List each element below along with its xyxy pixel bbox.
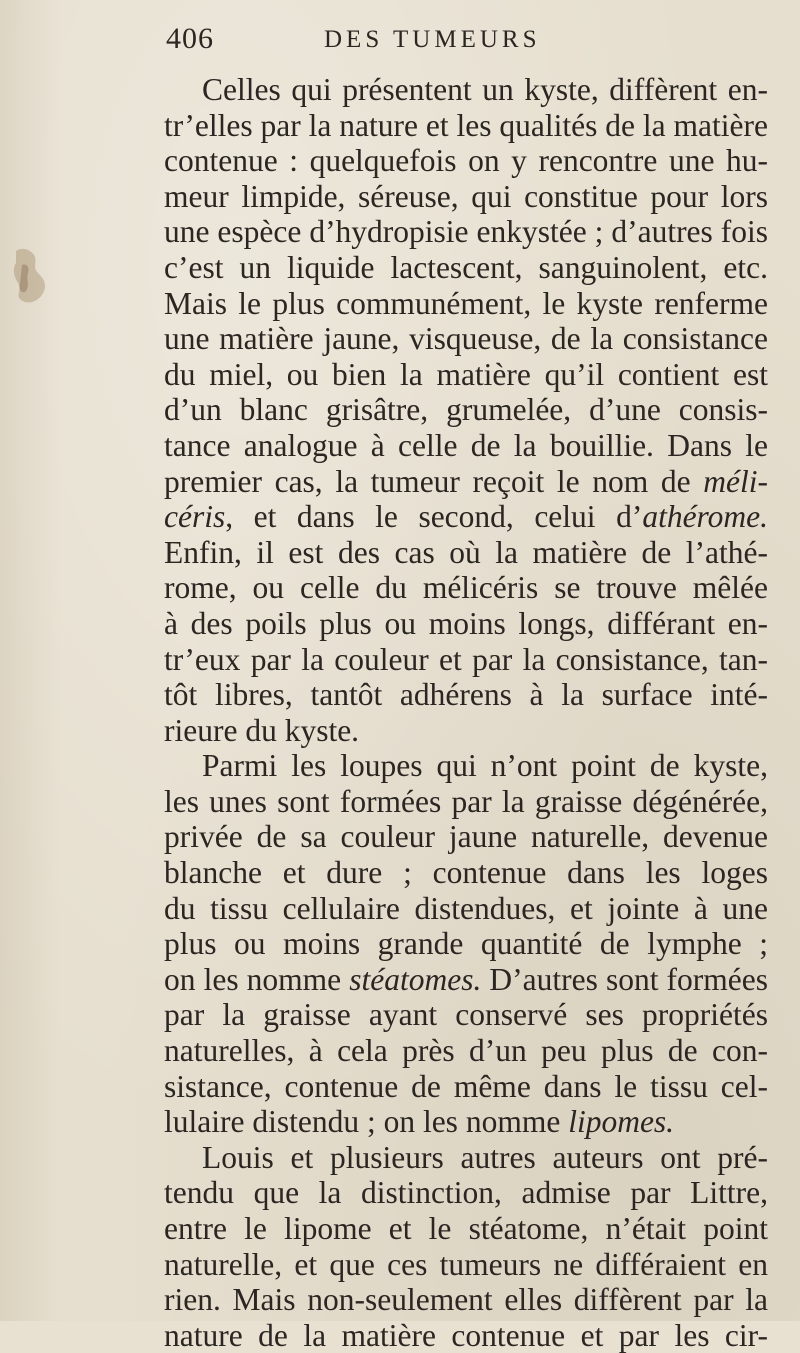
- text-segment: , et dans le second, celui d’: [225, 499, 643, 535]
- text-segment: tr’elles par la nature et les qualités de la matière: [164, 107, 768, 143]
- text-line: [164, 1140, 768, 1176]
- text-segment: privée de sa couleur jaune naturelle, devenue: [164, 819, 768, 855]
- text-segment: contenue : quelquefois on y rencontre une hu-: [164, 143, 768, 179]
- text-segment: Parmi les loupes qui n’ont point de kyste,: [202, 748, 768, 784]
- text-line: [164, 392, 768, 428]
- text-segment: du miel, ou bien la matière qu’il contient est: [164, 356, 768, 392]
- text-segment: sistance, contenue de même dans le tissu cel-: [164, 1068, 768, 1104]
- text-segment: naturelles, à cela près d’un peu plus de con-: [164, 1033, 768, 1069]
- text-line: [164, 250, 768, 286]
- page-number: 406: [166, 22, 214, 55]
- italic-term: méli-: [703, 463, 768, 499]
- text-line: [164, 214, 768, 250]
- text-segment: tôt libres, tantôt adhérens à la surface inté-: [164, 677, 768, 713]
- text-line: [164, 1175, 768, 1211]
- text-segment: les unes sont formées par la graisse dégénérée,: [164, 783, 768, 819]
- margin-stain-icon: [8, 245, 60, 309]
- text-line: [164, 713, 768, 749]
- text-line: [164, 535, 768, 571]
- text-line: [164, 997, 768, 1033]
- text-line: [164, 1033, 768, 1069]
- text-line: [164, 784, 768, 820]
- text-line: [164, 748, 768, 784]
- text-segment: entre le lipome et le stéatome, n’était point: [164, 1211, 768, 1246]
- text-segment: blanche et dure ; contenue dans les loges: [164, 855, 768, 891]
- text-line: [164, 72, 768, 108]
- text-segment: on les nomme: [164, 961, 350, 997]
- text-line: [164, 143, 768, 179]
- text-line: [164, 1069, 768, 1105]
- text-segment: par la graisse ayant conservé ses propriétés: [164, 997, 768, 1033]
- text-line: [164, 962, 768, 998]
- text-line: [164, 1104, 768, 1140]
- text-segment: tance analogue à celle de la bouillie. Dans le: [164, 427, 768, 463]
- text-line: [164, 1318, 768, 1353]
- text-line: [164, 606, 768, 642]
- text-line: [164, 1247, 768, 1283]
- italic-term: lipomes.: [568, 1104, 675, 1140]
- text-segment: une matière jaune, visqueuse, de la consistance: [164, 321, 768, 357]
- text-line: [164, 357, 768, 393]
- text-line: [164, 677, 768, 713]
- text-segment: rome, ou celle du mélicéris se trouve mêlée: [164, 570, 768, 606]
- text-line: [164, 855, 768, 891]
- text-line: [164, 286, 768, 322]
- text-segment: à des poils plus ou moins longs, différant en-: [164, 605, 768, 641]
- text-segment: tr’eux par la couleur et par la consistance, tan-: [164, 641, 768, 677]
- text-line: [164, 499, 768, 535]
- page-edge-shading: [0, 0, 60, 1321]
- text-segment: rieure du kyste.: [164, 712, 360, 748]
- text-segment: lulaire distendu ; on les nomme: [164, 1104, 569, 1140]
- text-line: [164, 108, 768, 144]
- text-segment: rien. Mais non-seulement elles diffèrent par la: [164, 1282, 768, 1318]
- text-line: [164, 570, 768, 606]
- text-line: [164, 464, 768, 500]
- text-line: [164, 819, 768, 855]
- text-line: [164, 428, 768, 464]
- text-segment: d’un blanc grisâtre, grumelée, d’une consis-: [164, 392, 768, 428]
- text-line: [164, 179, 768, 215]
- text-line: [164, 321, 768, 357]
- italic-term: stéatomes.: [349, 961, 482, 997]
- italic-term: céris: [164, 499, 226, 535]
- text-segment: Mais le plus communément, le kyste renferme: [164, 285, 768, 321]
- text-segment: Celles qui présentent un kyste, diffèrent en-: [202, 72, 768, 107]
- running-head: DES TUMEURS: [324, 26, 541, 53]
- text-line: [164, 926, 768, 962]
- text-segment: premier cas, la tumeur reçoit le nom de: [164, 463, 704, 499]
- text-segment: c’est un liquide lactescent, sanguinolent, etc.: [164, 249, 768, 285]
- text-segment: naturelle, et que ces tumeurs ne différaient en: [164, 1246, 768, 1282]
- body-text: [164, 72, 768, 1353]
- italic-term: athérome.: [642, 499, 768, 535]
- text-segment: plus ou moins grande quantité de lymphe ;: [164, 926, 768, 962]
- text-segment: meur limpide, séreuse, qui constitue pour lors: [164, 178, 768, 214]
- text-line: [164, 891, 768, 927]
- text-line: [164, 642, 768, 678]
- text-segment: D’autres sont formées: [481, 961, 768, 997]
- text-line: [164, 1282, 768, 1318]
- text-segment: une espèce d’hydropisie enkystée ; d’autres fois: [164, 214, 768, 250]
- text-segment: Louis et plusieurs autres auteurs ont pré-: [202, 1139, 768, 1175]
- text-line: [164, 1211, 768, 1247]
- text-segment: du tissu cellulaire distendues, et jointe à une: [164, 890, 768, 926]
- page-header: [166, 22, 786, 62]
- text-segment: Enfin, il est des cas où la matière de l’athé-: [164, 534, 768, 570]
- text-segment: tendu que la distinction, admise par Littre,: [164, 1175, 768, 1211]
- text-segment: nature de la matière contenue et par les cir-: [164, 1317, 768, 1353]
